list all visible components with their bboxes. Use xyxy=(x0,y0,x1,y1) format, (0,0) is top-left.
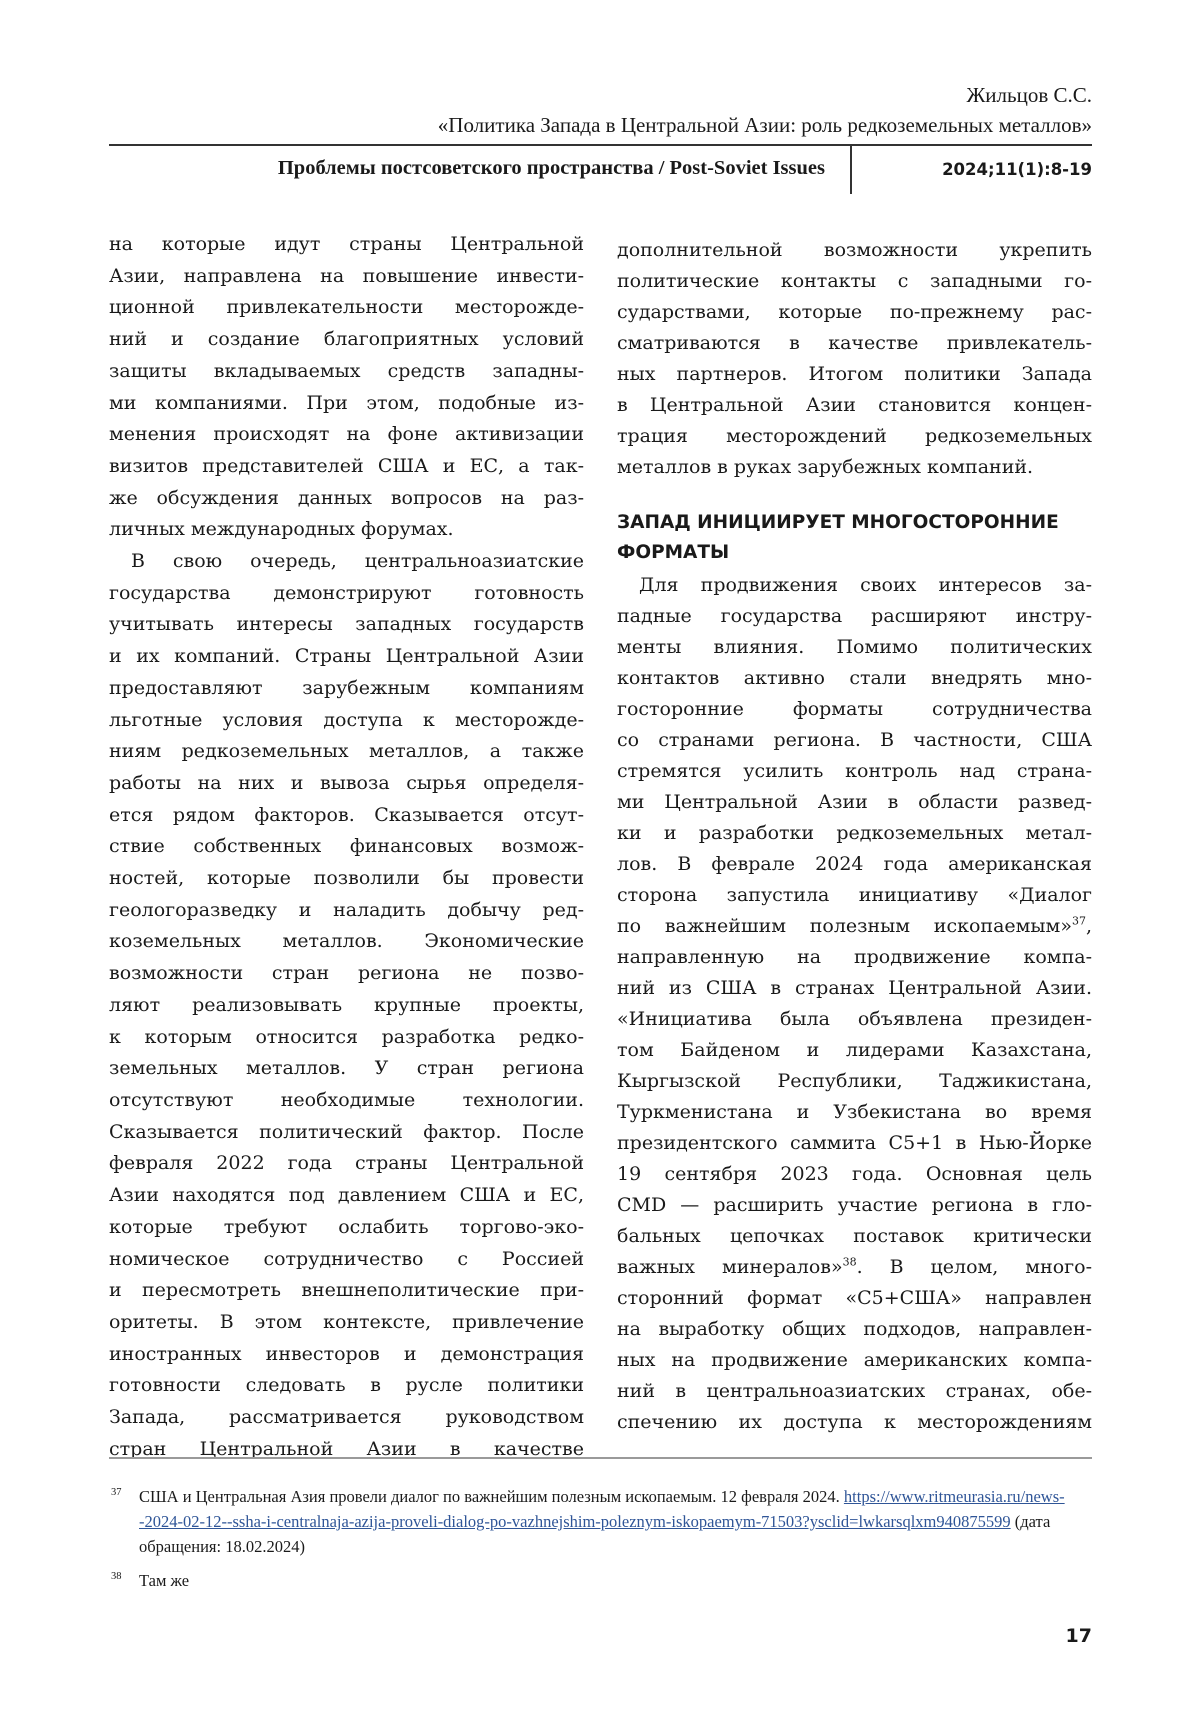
section-heading-line: ФОРМАТЫ xyxy=(617,538,1092,568)
text-line: ных партнеров. Итогом политики Запада xyxy=(617,359,1092,390)
text-line: земельных металлов. У стран региона xyxy=(109,1053,584,1085)
text-line: менты влияния. Помимо политических xyxy=(617,632,1092,663)
footnote-number: 37 xyxy=(111,1480,122,1505)
text-line: Запада, рассматривается руководством xyxy=(109,1402,584,1434)
text-line: работы на них и вывоза сырья определя- xyxy=(109,768,584,800)
text-line: ностей, которые позволили бы провести xyxy=(109,863,584,895)
text-line: металлов в руках зарубежных компаний. xyxy=(617,452,1092,483)
right-column xyxy=(617,235,1092,1438)
text-line xyxy=(617,1252,1092,1283)
text-line: защиты вкладываемых средств западны- xyxy=(109,356,584,388)
footnote-ref[interactable]: 38 xyxy=(843,1255,857,1268)
text-line: готовности следовать в русле политики xyxy=(109,1370,584,1402)
text-line: визитов представителей США и ЕС, а так- xyxy=(109,451,584,483)
text-line: ми Центральной Азии в области развед- xyxy=(617,787,1092,818)
header-issue: 2024;11(1):8-19 xyxy=(942,160,1092,179)
footnote-access-date: (дата обращения: 18.02.2024) xyxy=(139,1512,1050,1556)
text-line: оритеты. В этом контексте, привлечение xyxy=(109,1307,584,1339)
text-line: сматриваются в качестве привлекатель- xyxy=(617,328,1092,359)
text-line: сторона запустила инициативу «Диалог xyxy=(617,880,1092,911)
text-line: бальных цепочках поставок критически xyxy=(617,1221,1092,1252)
text-line: Кыргызской Республики, Таджикистана, xyxy=(617,1066,1092,1097)
text-line: госторонние форматы сотрудничества xyxy=(617,694,1092,725)
text-line: возможности стран региона не позво- xyxy=(109,958,584,990)
text-line: контактов активно стали внедрять мно- xyxy=(617,663,1092,694)
text-line: ных на продвижение американских компа- xyxy=(617,1345,1092,1376)
text-line xyxy=(617,911,1092,942)
footnote-text: США и Центральная Азия провели диалог по важнейшим полезным ископаемым. 12 февраля 2024. xyxy=(139,1487,844,1506)
line-text: по важнейшим полезным ископаемым» xyxy=(617,915,1072,937)
text-line: Азии находятся под давлением США и ЕС, xyxy=(109,1180,584,1212)
header-author: Жильцов С.С. xyxy=(966,83,1092,108)
text-line: политические контакты с западными го- xyxy=(617,266,1092,297)
text-line: и пересмотреть внешнеполитические при- xyxy=(109,1275,584,1307)
text-line: геологоразведку и наладить добычу ред- xyxy=(109,895,584,927)
text-line: отсутствуют необходимые технологии. xyxy=(109,1085,584,1117)
text-line: сторонний формат «С5+США» направлен xyxy=(617,1283,1092,1314)
text-line: трация месторождений редкоземельных xyxy=(617,421,1092,452)
text-line: 19 сентября 2023 года. Основная цель xyxy=(617,1159,1092,1190)
text-line: ляют реализовывать крупные проекты, xyxy=(109,990,584,1022)
text-line: Азии, направлена на повышение инвести- xyxy=(109,261,584,293)
header-article-title: «Политика Запада в Центральной Азии: роль редкоземельных металлов» xyxy=(438,113,1092,138)
footnote-38 xyxy=(109,1568,1092,1593)
text-line: направленную на продвижение компа- xyxy=(617,942,1092,973)
text-line: «Инициатива была объявлена президен- xyxy=(617,1004,1092,1035)
text-line: февраля 2022 года страны Центральной xyxy=(109,1148,584,1180)
left-column xyxy=(109,229,584,1465)
line-text: важных минералов» xyxy=(617,1256,843,1278)
text-line: стран Центральной Азии в качестве xyxy=(109,1434,584,1466)
text-line: льготные условия доступа к месторожде- xyxy=(109,705,584,737)
header-rule xyxy=(109,144,1092,146)
text-line: менения происходят на фоне активизации xyxy=(109,419,584,451)
text-line: в Центральной Азии становится концен- xyxy=(617,390,1092,421)
paragraph xyxy=(109,229,584,546)
text-line: лов. В феврале 2024 года американская xyxy=(617,849,1092,880)
footnote-text: Там же xyxy=(139,1571,189,1590)
text-line: президентского саммита С5+1 в Нью-Йорке xyxy=(617,1128,1092,1159)
footnote-number: 38 xyxy=(111,1564,122,1589)
text-line: ниям редкоземельных металлов, а также xyxy=(109,736,584,768)
text-line: сударствами, которые по-прежнему рас- xyxy=(617,297,1092,328)
footnote-link[interactable]: https://www.ritmeurasia.ru/news--2024-02-12--ssha-i-centralnaja-azija-proveli-dialog-po-vazhnejshim-poleznym-iskopaemym-71503?ysclid=lwkarsqlxm940875599 xyxy=(139,1487,1065,1531)
text-line: дополнительной возможности укрепить xyxy=(617,235,1092,266)
text-line: CMD — расширить участие региона в гло- xyxy=(617,1190,1092,1221)
text-line: которые требуют ослабить торгово-эко- xyxy=(109,1212,584,1244)
text-line: ний и создание благоприятных условий xyxy=(109,324,584,356)
text-line: ционной привлекательности месторожде- xyxy=(109,292,584,324)
text-line: ствие собственных финансовых возмож- xyxy=(109,831,584,863)
right-body-paragraph xyxy=(617,570,1092,1438)
paragraph xyxy=(109,546,584,1465)
section-heading xyxy=(617,508,1092,568)
paragraph xyxy=(617,235,1092,483)
line-text: . В целом, много- xyxy=(857,1256,1092,1278)
paragraph xyxy=(617,570,1092,1438)
footnote-37 xyxy=(109,1484,1092,1559)
text-line: ми компаниями. При этом, подобные из- xyxy=(109,388,584,420)
text-line: и их компаний. Страны Центральной Азии xyxy=(109,641,584,673)
text-line: Сказывается политический фактор. После xyxy=(109,1117,584,1149)
text-line: же обсуждения данных вопросов на раз- xyxy=(109,483,584,515)
text-line: В свою очередь, центральноазиатские xyxy=(109,546,584,578)
page-number: 17 xyxy=(1066,1625,1092,1647)
text-line: на выработку общих подходов, направлен- xyxy=(617,1314,1092,1345)
text-line: Для продвижения своих интересов за- xyxy=(617,570,1092,601)
text-line: ний в центральноазиатских странах, обе- xyxy=(617,1376,1092,1407)
text-line: ний из США в странах Центральной Азии. xyxy=(617,973,1092,1004)
text-line: государства демонстрируют готовность xyxy=(109,578,584,610)
text-line: номическое сотрудничество с Россией xyxy=(109,1244,584,1276)
text-line: предоставляют зарубежным компаниям xyxy=(109,673,584,705)
text-line: личных международных форумах. xyxy=(109,514,584,546)
text-line: спечению их доступа к месторождениям xyxy=(617,1407,1092,1438)
footnote-rule xyxy=(109,1457,1092,1459)
text-line: стремятся усилить контроль над страна- xyxy=(617,756,1092,787)
text-line: ется рядом факторов. Сказывается отсут- xyxy=(109,800,584,832)
text-line: Туркменистана и Узбекистана во время xyxy=(617,1097,1092,1128)
text-line: том Байденом и лидерами Казахстана, xyxy=(617,1035,1092,1066)
text-line: иностранных инвесторов и демонстрация xyxy=(109,1339,584,1371)
right-intro-paragraph xyxy=(617,235,1092,483)
header-journal-name: Проблемы постсоветского пространства / Post-Soviet Issues xyxy=(278,157,825,180)
text-line: на которые идут страны Центральной xyxy=(109,229,584,261)
text-line: к которым относится разработка редко- xyxy=(109,1022,584,1054)
text-line: со странами региона. В частности, США xyxy=(617,725,1092,756)
section-heading-line: ЗАПАД ИНИЦИИРУЕТ МНОГОСТОРОННИЕ xyxy=(617,508,1092,538)
text-line: падные государства расширяют инстру- xyxy=(617,601,1092,632)
header-divider xyxy=(850,146,852,194)
line-text: , xyxy=(1086,915,1092,937)
footnote-ref[interactable]: 37 xyxy=(1072,914,1086,927)
text-line: ки и разработки редкоземельных метал- xyxy=(617,818,1092,849)
text-line: учитывать интересы западных государств xyxy=(109,609,584,641)
text-line: коземельных металлов. Экономические xyxy=(109,926,584,958)
